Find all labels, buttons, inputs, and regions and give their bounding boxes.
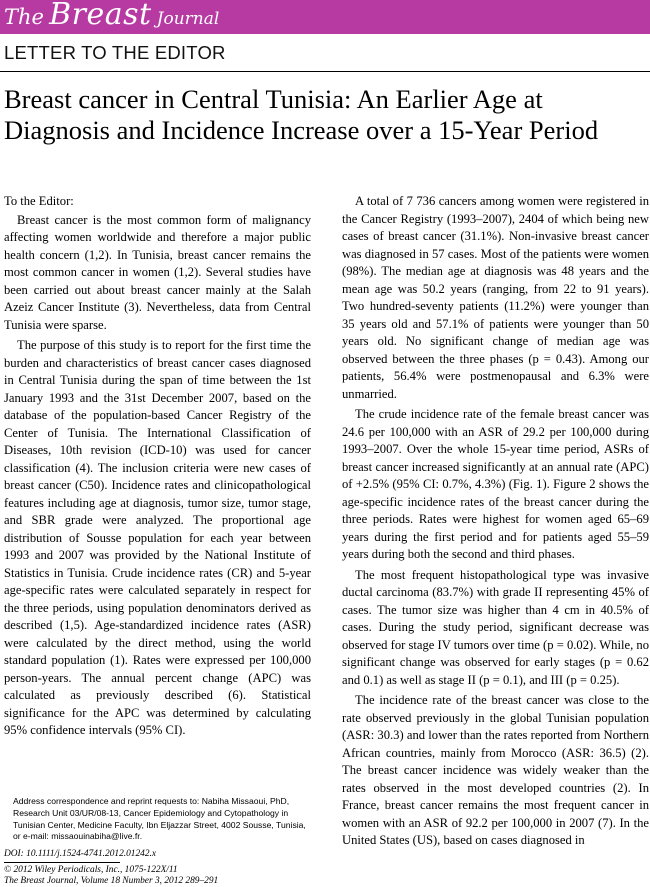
- section-label: LETTER TO THE EDITOR: [4, 42, 226, 63]
- paragraph: Breast cancer is the most common form of malignancy affecting women worldwide and therefore a major public health concern (1,2). In Tunisia, breast cancer remains the most common cancer in women (1,2). Several studies have been carried out about breast cancer mainly at the Salah Azeiz Cancer Institute (3). Nevertheless, data from Central Tunisia were sparse.: [4, 212, 311, 332]
- correspondence-note: Address correspondence and reprint requests to: Nabiha Missaoui, PhD, Research Unit 03/UR/08-13, Cancer Epidemiology and Cytopathology in Tunisian Center, Medicine Faculty, Ibn Eljazzar Street, 4002 Sousse, Tunisia, or e-mail: missaouinabiha@live.fr.: [13, 796, 306, 842]
- logo-journal: Journal: [156, 9, 220, 29]
- logo-the: The: [4, 5, 44, 29]
- logo-breast: Breast: [49, 0, 152, 32]
- paragraph: The incidence rate of the breast cancer was close to the rate observed previously in the global Tunisian population (ASR: 30.3) and lower than the rates reported from Northern African countries, mainly from Morocco (ASR: 36.5) (2). The breast cancer incidence was widely weaker than the rates observed in the most developed countries (2). In France, breast cancer remains the most frequent cancer in women with an ASR of 92.2 per 100,000 in 2007 (7). In the United States (US), based on cases diagnosed in: [342, 693, 649, 847]
- salutation: To the Editor:: [4, 194, 74, 208]
- left-column: [4, 193, 311, 740]
- paragraph: The purpose of this study is to report for the first time the burden and characteristics of breast cancer cases diagnosed in Central Tunisia during the span of time between the 1st January 1993 and the 31st December 2007, based on the database of the population-based Cancer Registry of the Center of Tunisia. The International Classification of Diseases, 10th revision (ICD-10) was used for cancer classification (4). The inclusion criteria were new cases of breast cancer (C50). Incidence rates and clinicopathological features including age at diagnosis, tumor size, tumor stage, and SBR grade were analyzed. The proportional age distribution of Sousse population for each year between 1993 and 2007 was provided by the National Institute of Statistics in Tunisia. Crude incidence rates (CR) and 5-year age-specific rates were calculated separately in respect for the three periods, using population denominators derived as described (1,5). Age-standardized incidence rates (ASR) were calculated by the direct method, using the world standard population (1). Rates were expressed per 100,000 person-years. The annual percent change (APC) was calculated as previously described (6). Statistical significance for the APC was determined by calculating 95% confidence intervals (95% CI).: [4, 338, 311, 737]
- paragraph: A total of 7 736 cancers among women were registered in the Cancer Registry (1993–2007), 2404 of which being new cases of breast cancer (31.1%). Non-invasive breast cancer was diagnosed in 57 cases. Most of the patients were women (98%). The median age at diagnosis was 48 years and the mean age was 50.2 years (ranging, from 22 to 91 years). Two hundred-seventy patients (11.2%) were younger than 35 years old and 57.1% of patients were younger than 50 years old. No significant change of median age was observed between the three phases (p = 0.43). Among our patients, 56.4% were postmenopausal and 6.3% were unmarried.: [342, 194, 649, 401]
- journal-logo: [4, 0, 219, 32]
- paragraph: The most frequent histopathological type was invasive ductal carcinoma (83.7%) with grade II representing 45% of cases. The tumor size was higher than 4 cm in 40.5% of cases. During the study period, significant decrease was observed for stage IV tumors over time (p = 0.02). While, no significant change was observed for early stages (p = 0.62 and 0.1) as well as stage II (p = 0.1), and III (p = 0.25).: [342, 567, 649, 687]
- paragraph: The crude incidence rate of the female breast cancer was 24.6 per 100,000 with an ASR of 29.2 per 100,000 during 1993–2007. Over the whole 15-year time period, ASRs of breast cancer increased significantly at an annual rate (APC) of +2.5% (95% CI: 0.7%, 4.3%) (Fig. 1). Figure 2 shows the age-specific incidence rates of the breast cancer during the three periods. Rates were highest for women aged 65–69 years during the first period and for patients aged 55–59 years during both the second and third phases.: [342, 407, 649, 561]
- footer-divider: [4, 862, 120, 863]
- citation-line: The Breast Journal, Volume 18 Number 3, 2012 289–291: [4, 876, 219, 886]
- doi: DOI: 10.1111/j.1524-4741.2012.01242.x: [4, 849, 157, 859]
- header-divider: [0, 71, 650, 72]
- journal-banner: [0, 0, 650, 34]
- copyright-line: © 2012 Wiley Periodicals, Inc., 1075-122X/11: [4, 865, 178, 875]
- copyright-block: [4, 865, 218, 887]
- article-title: Breast cancer in Central Tunisia: An Earlier Age at Diagnosis and Incidence Increase over a 15-Year Period: [4, 84, 599, 145]
- right-column: [342, 193, 649, 850]
